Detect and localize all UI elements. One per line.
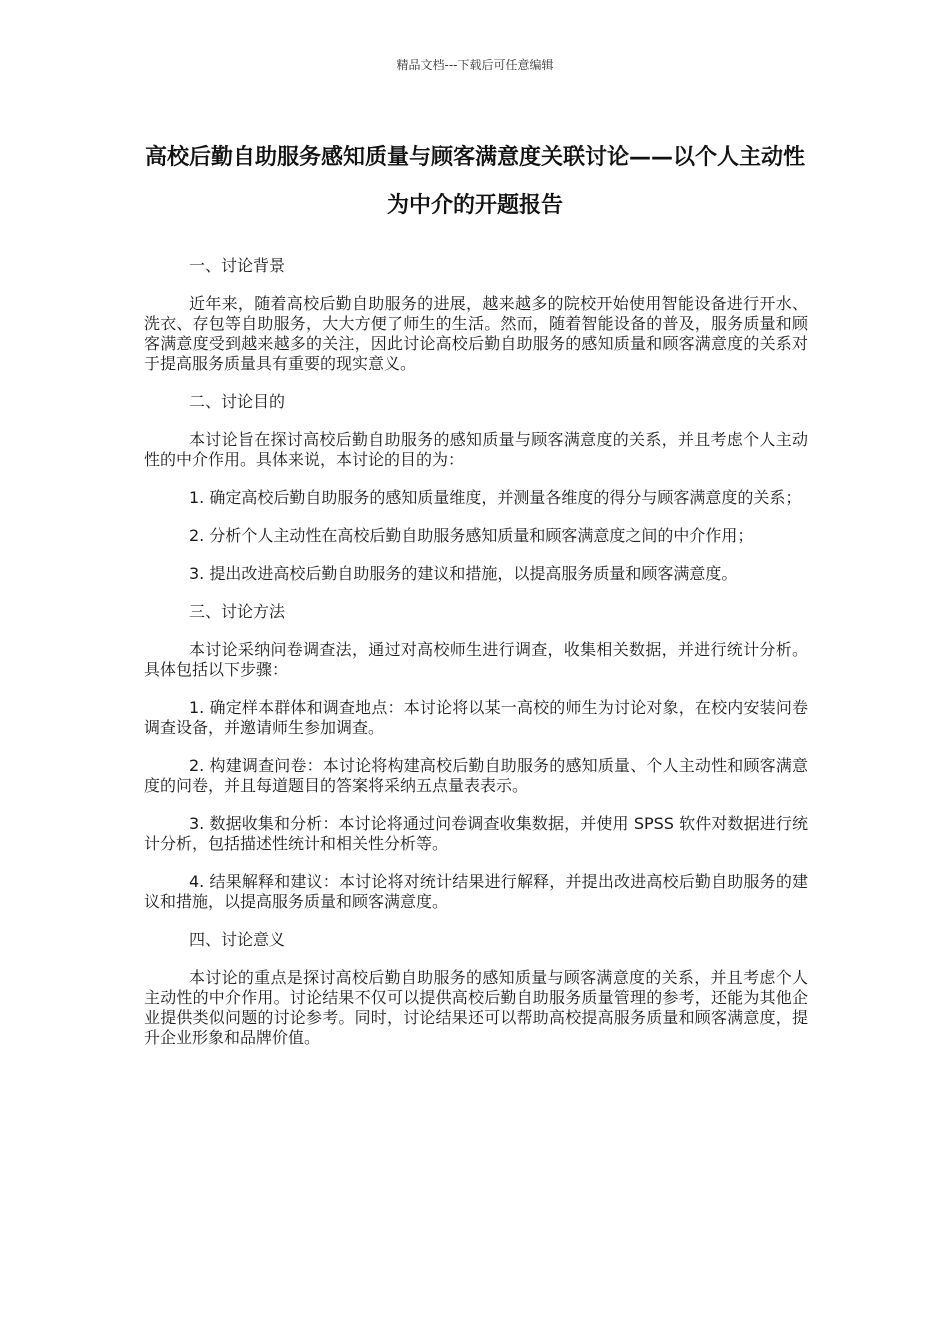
method-item-1: 1. 确定样本群体和调查地点：本讨论将以某一高校的师生为讨论对象，在校内安装问卷调查设备，并邀请师生参加调查。 [144,698,808,737]
significance-paragraph: 本讨论的重点是探讨高校后勤自助服务的感知质量与顾客满意度的关系，并且考虑个人主动性的中介作用。讨论结果不仅可以提供高校后勤自助服务质量管理的参考，还能为其他企业提供类似问题的讨论参考。同时，讨论结果还可以帮助高校提高服务质量和顾客满意度，提升企业形象和品牌价值。 [144,968,808,1047]
purpose-item-2: 2. 分析个人主动性在高校后勤自助服务感知质量和顾客满意度之间的中介作用； [189,526,754,545]
purpose-item-1: 1. 确定高校后勤自助服务的感知质量维度，并测量各维度的得分与顾客满意度的关系； [189,488,802,507]
page-header-note: 精品文档---下载后可任意编辑 [396,58,554,72]
section-heading-method: 三、讨论方法 [189,602,286,621]
method-item-4: 4. 结果解释和建议：本讨论将对统计结果进行解释，并提出改进高校后勤自助服务的建议和措施，以提高服务质量和顾客满意度。 [144,872,808,911]
purpose-paragraph: 本讨论旨在探讨高校后勤自助服务的感知质量与顾客满意度的关系，并且考虑个人主动性的中介作用。具体来说，本讨论的目的为： [144,430,808,469]
method-paragraph: 本讨论采纳问卷调查法，通过对高校师生进行调查，收集相关数据，并进行统计分析。具体包括以下步骤： [144,640,808,679]
section-heading-purpose: 二、讨论目的 [189,392,286,411]
section-heading-background: 一、讨论背景 [189,256,286,275]
section-heading-significance: 四、讨论意义 [189,930,286,949]
background-paragraph: 近年来，随着高校后勤自助服务的进展，越来越多的院校开始使用智能设备进行开水、洗衣、存包等自助服务，大大方便了师生的生活。然而，随着智能设备的普及，服务质量和顾客满意度受到越来越多的关注，因此讨论高校后勤自助服务的感知质量和顾客满意度的关系对于提高服务质量具有重要的现实意义。 [144,294,808,373]
purpose-item-3: 3. 提出改进高校后勤自助服务的建议和措施，以提高服务质量和顾客满意度。 [189,564,738,583]
method-item-2: 2. 构建调查问卷：本讨论将构建高校后勤自助服务的感知质量、个人主动性和顾客满意度的问卷，并且每道题目的答案将采纳五点量表表示。 [144,756,808,795]
method-item-3: 3. 数据收集和分析：本讨论将通过问卷调查收集数据，并使用 SPSS 软件对数据进行统计分析，包括描述性统计和相关性分析等。 [144,814,808,853]
document-body [144,256,808,1066]
document-title: 高校后勤自助服务感知质量与顾客满意度关联讨论——以个人主动性为中介的开题报告 [144,145,805,218]
